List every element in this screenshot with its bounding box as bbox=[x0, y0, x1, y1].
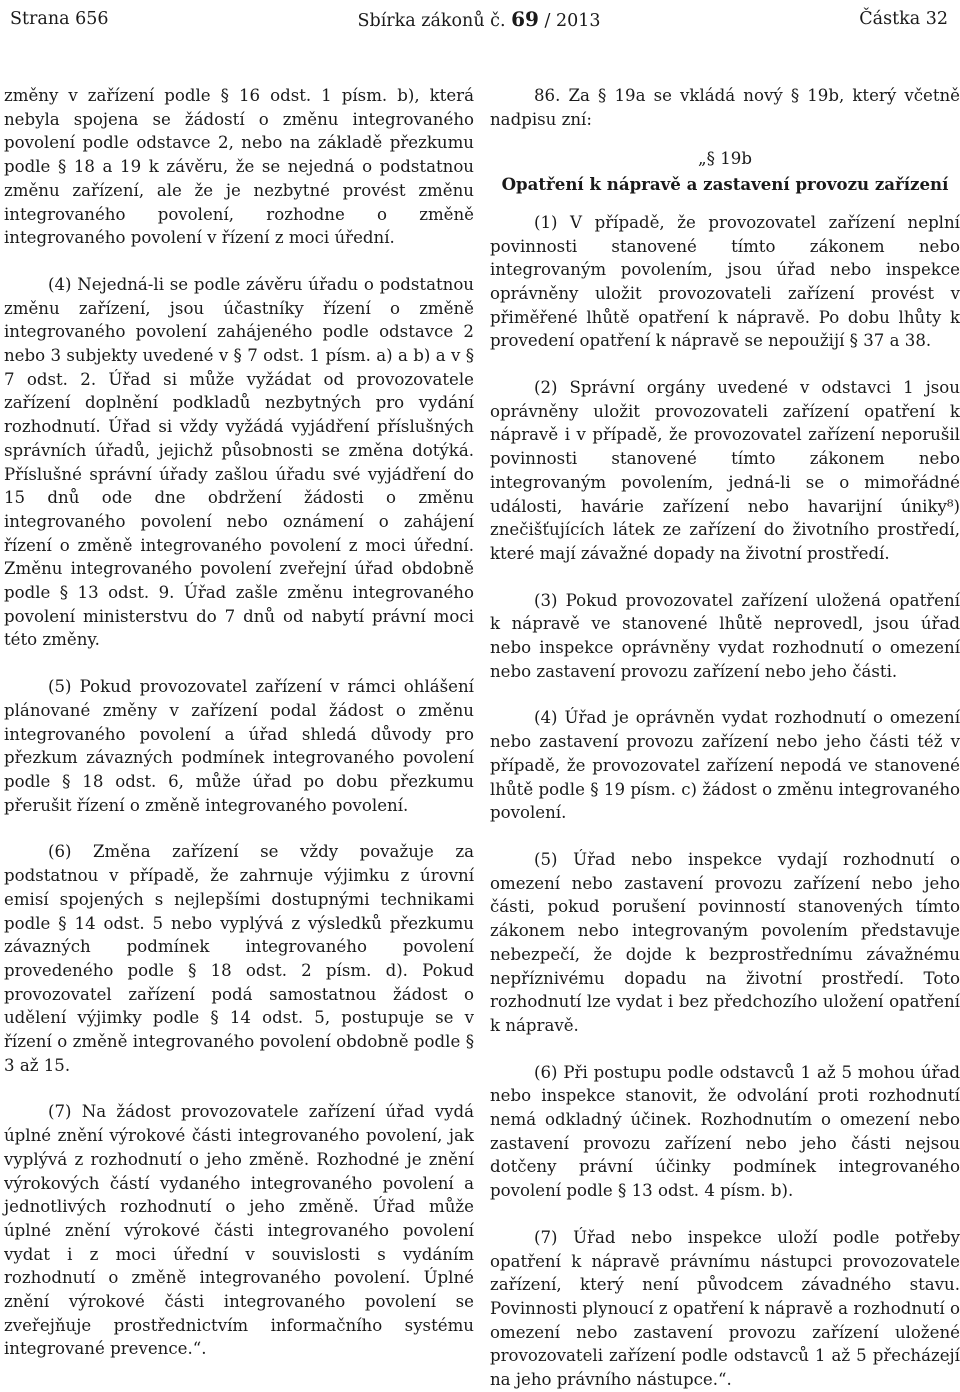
part-number: Částka 32 bbox=[859, 9, 948, 29]
paragraph-5: (5) Pokud provozovatel zařízení v rámci ohlášení plánované změny v zařízení podal žádost o změnu integrovaného povolení a úřad shledá důvody pro přezkum závazných podmínek integrovaného povolení podle § 18 odst. 6, může úřad po dobu přezkumu přerušit řízení o změně integrovaného povolení. bbox=[4, 677, 474, 815]
page-number: Strana 656 bbox=[10, 9, 109, 29]
collection-title bbox=[358, 7, 601, 31]
page-header bbox=[10, 4, 948, 34]
paragraph-6: (6) Změna zařízení se vždy považuje za podstatnou v případě, že zahrnuje výjimku z úrovní emisí spojených s nejlepšími dostupnými technikami podle § 14 odst. 5 nebo vyplývá z výsledků přezkumu závazných podmínek integrovaného povolení provedeného podle § 18 odst. 2 písm. d). Pokud provozovatel zařízení podá samostatnou žádost o udělení výjimky podle § 14 odst. 5, postupuje se v řízení o změně integrovaného povolení obdobně podle § 3 až 15. bbox=[4, 842, 474, 1075]
section-paragraph-2: (2) Správní orgány uvedené v odstavci 1 jsou oprávněny uložit provozovateli zařízení opatření k nápravě i v případě, že provozovatel zařízení neporušil povinnosti stanovené tímto zákonem nebo integrovaným povolením, jedná-li se o mimořádné události, havárie zařízení nebo havarijní úniky⁸) znečišťujících látek ze zařízení do životního prostředí, které mají závažné dopady na životní prostředí. bbox=[490, 378, 960, 563]
paragraph-7: (7) Na žádost provozovatele zařízení úřad vydá úplné znění výrokové části integrovaného povolení, jak vyplývá z rozhodnutí o jeho změně. Rozhodné je znění výrokových částí vydaného integrovaného povolení a jednotlivých rozhodnutí o jeho změně. Úřad může úplné znění výrokové části integrovaného povolení vydat i z moci úřední v souvislosti s vydáním rozhodnutí o změně integrovaného povolení. Úplné znění výrokové části integrovaného povolení se zveřejňuje prostřednictvím informačního systému integrované prevence.“. bbox=[4, 1102, 474, 1359]
section-paragraph-4: (4) Úřad je oprávněn vydat rozhodnutí o omezení nebo zastavení provozu zařízení nebo jeho části též v případě, že provozovatel zařízení nepodá ve stanovené lhůtě podle § 19 písm. c) žádost o změnu integrovaného povolení. bbox=[490, 708, 960, 823]
section-paragraph-6: (6) Při postupu podle odstavců 1 až 5 mohou úřad nebo inspekce stanovit, že odvolání proti rozhodnutí nemá odkladný účinek. Rozhodnutím o omezení nebo zastavení provozu zařízení nebo jeho části nejsou dotčeny právní účinky podmínek integrovaného povolení podle § 13 odst. 4 písm. b). bbox=[490, 1062, 960, 1201]
paragraph-continuation: změny v zařízení podle § 16 odst. 1 písm. b), která nebyla spojena se žádostí o změnu integrovaného povolení podle odstavce 2, nebo na základě přezkumu podle § 18 a 19 k závěru, že se nejedná o podstatnou změnu zařízení, ale že je nezbytné provést změnu integrovaného povolení, rozhodne o změně integrovaného povolení v řízení z moci úřední. bbox=[4, 86, 474, 248]
section-paragraph-1: (1) V případě, že provozovatel zařízení neplní povinnosti stanovené tímto zákonem nebo integrovaným povolením, jsou úřad nebo inspekce oprávněny uložit provozovateli zařízení provést v přiměřené lhůtě opatření k nápravě. Po dobu lhůty k provedení opatření k nápravě se nepoužijí § 37 a 38. bbox=[490, 212, 960, 351]
section-paragraph-7: (7) Úřad nebo inspekce uloží podle potřeby opatření k nápravě právnímu nástupci provozovatele zařízení, který není původcem závadného stavu. Povinnosti plynoucí z opatření k nápravě a rozhodnutí o omezení nebo zastavení provozu zařízení uložené provozovateli zařízení podle odstavců 1 až 5 přecházejí na jeho právního nástupce.“. bbox=[490, 1227, 960, 1390]
section-number: „§ 19b bbox=[698, 149, 752, 169]
right-column bbox=[490, 84, 960, 1392]
collection-prefix: Sbírka zákonů č. bbox=[357, 11, 512, 31]
section-paragraph-5: (5) Úřad nebo inspekce vydají rozhodnutí o omezení nebo zastavení provozu zařízení nebo jeho části, pokud porušení povinností stanovených tímto zákonem nebo integrovaným povolením představuje nebezpečí, že dojde k bezprostřednímu závažnému nepříznivému dopadu na životní prostředí. Toto rozhodnutí lze vydat i bez předchozího uložení opatření k nápravě. bbox=[490, 849, 960, 1035]
section-paragraph-3: (3) Pokud provozovatel zařízení uložená opatření k nápravě ve stanovené lhůtě neprovedl, jsou úřad nebo inspekce oprávněny vydat rozhodnutí o omezení nebo zastavení provozu zařízení nebo jeho části. bbox=[490, 590, 960, 681]
collection-number: 69 bbox=[511, 7, 539, 31]
amendment-intro: 86. Za § 19a se vkládá nový § 19b, který včetně nadpisu zní: bbox=[490, 86, 960, 129]
section-heading: Opatření k nápravě a zastavení provozu zařízení bbox=[501, 174, 949, 195]
left-column bbox=[4, 84, 474, 1361]
paragraph-4: (4) Nejedná-li se podle závěru úřadu o podstatnou změnu zařízení, jsou účastníky řízení o změně integrovaného povolení zahájeného podle odstavce 2 nebo 3 subjekty uvedené v § 7 odst. 1 písm. a) a b) a v § 7 odst. 2. Úřad si může vyžádat od provozovatele zařízení doplnění podkladů nezbytných pro vydání rozhodnutí. Úřad si vždy vyžádá vyjádření příslušných správních úřadů, jejichž působnosti se změna dotýká. Příslušné správní úřady zašlou úřadu své vyjádření do 15 dnů ode dne obdržení žádosti o změnu integrovaného povolení nebo oznámení o zahájení řízení o změně integrovaného povolení z moci úřední. Změnu integrovaného povolení zveřejní úřad obdobně podle § 13 odst. 9. Úřad zašle změnu integrovaného povolení ministerstvu do 7 dnů od nabytí právní moci této změny. bbox=[4, 274, 474, 650]
collection-year: / 2013 bbox=[538, 11, 601, 31]
